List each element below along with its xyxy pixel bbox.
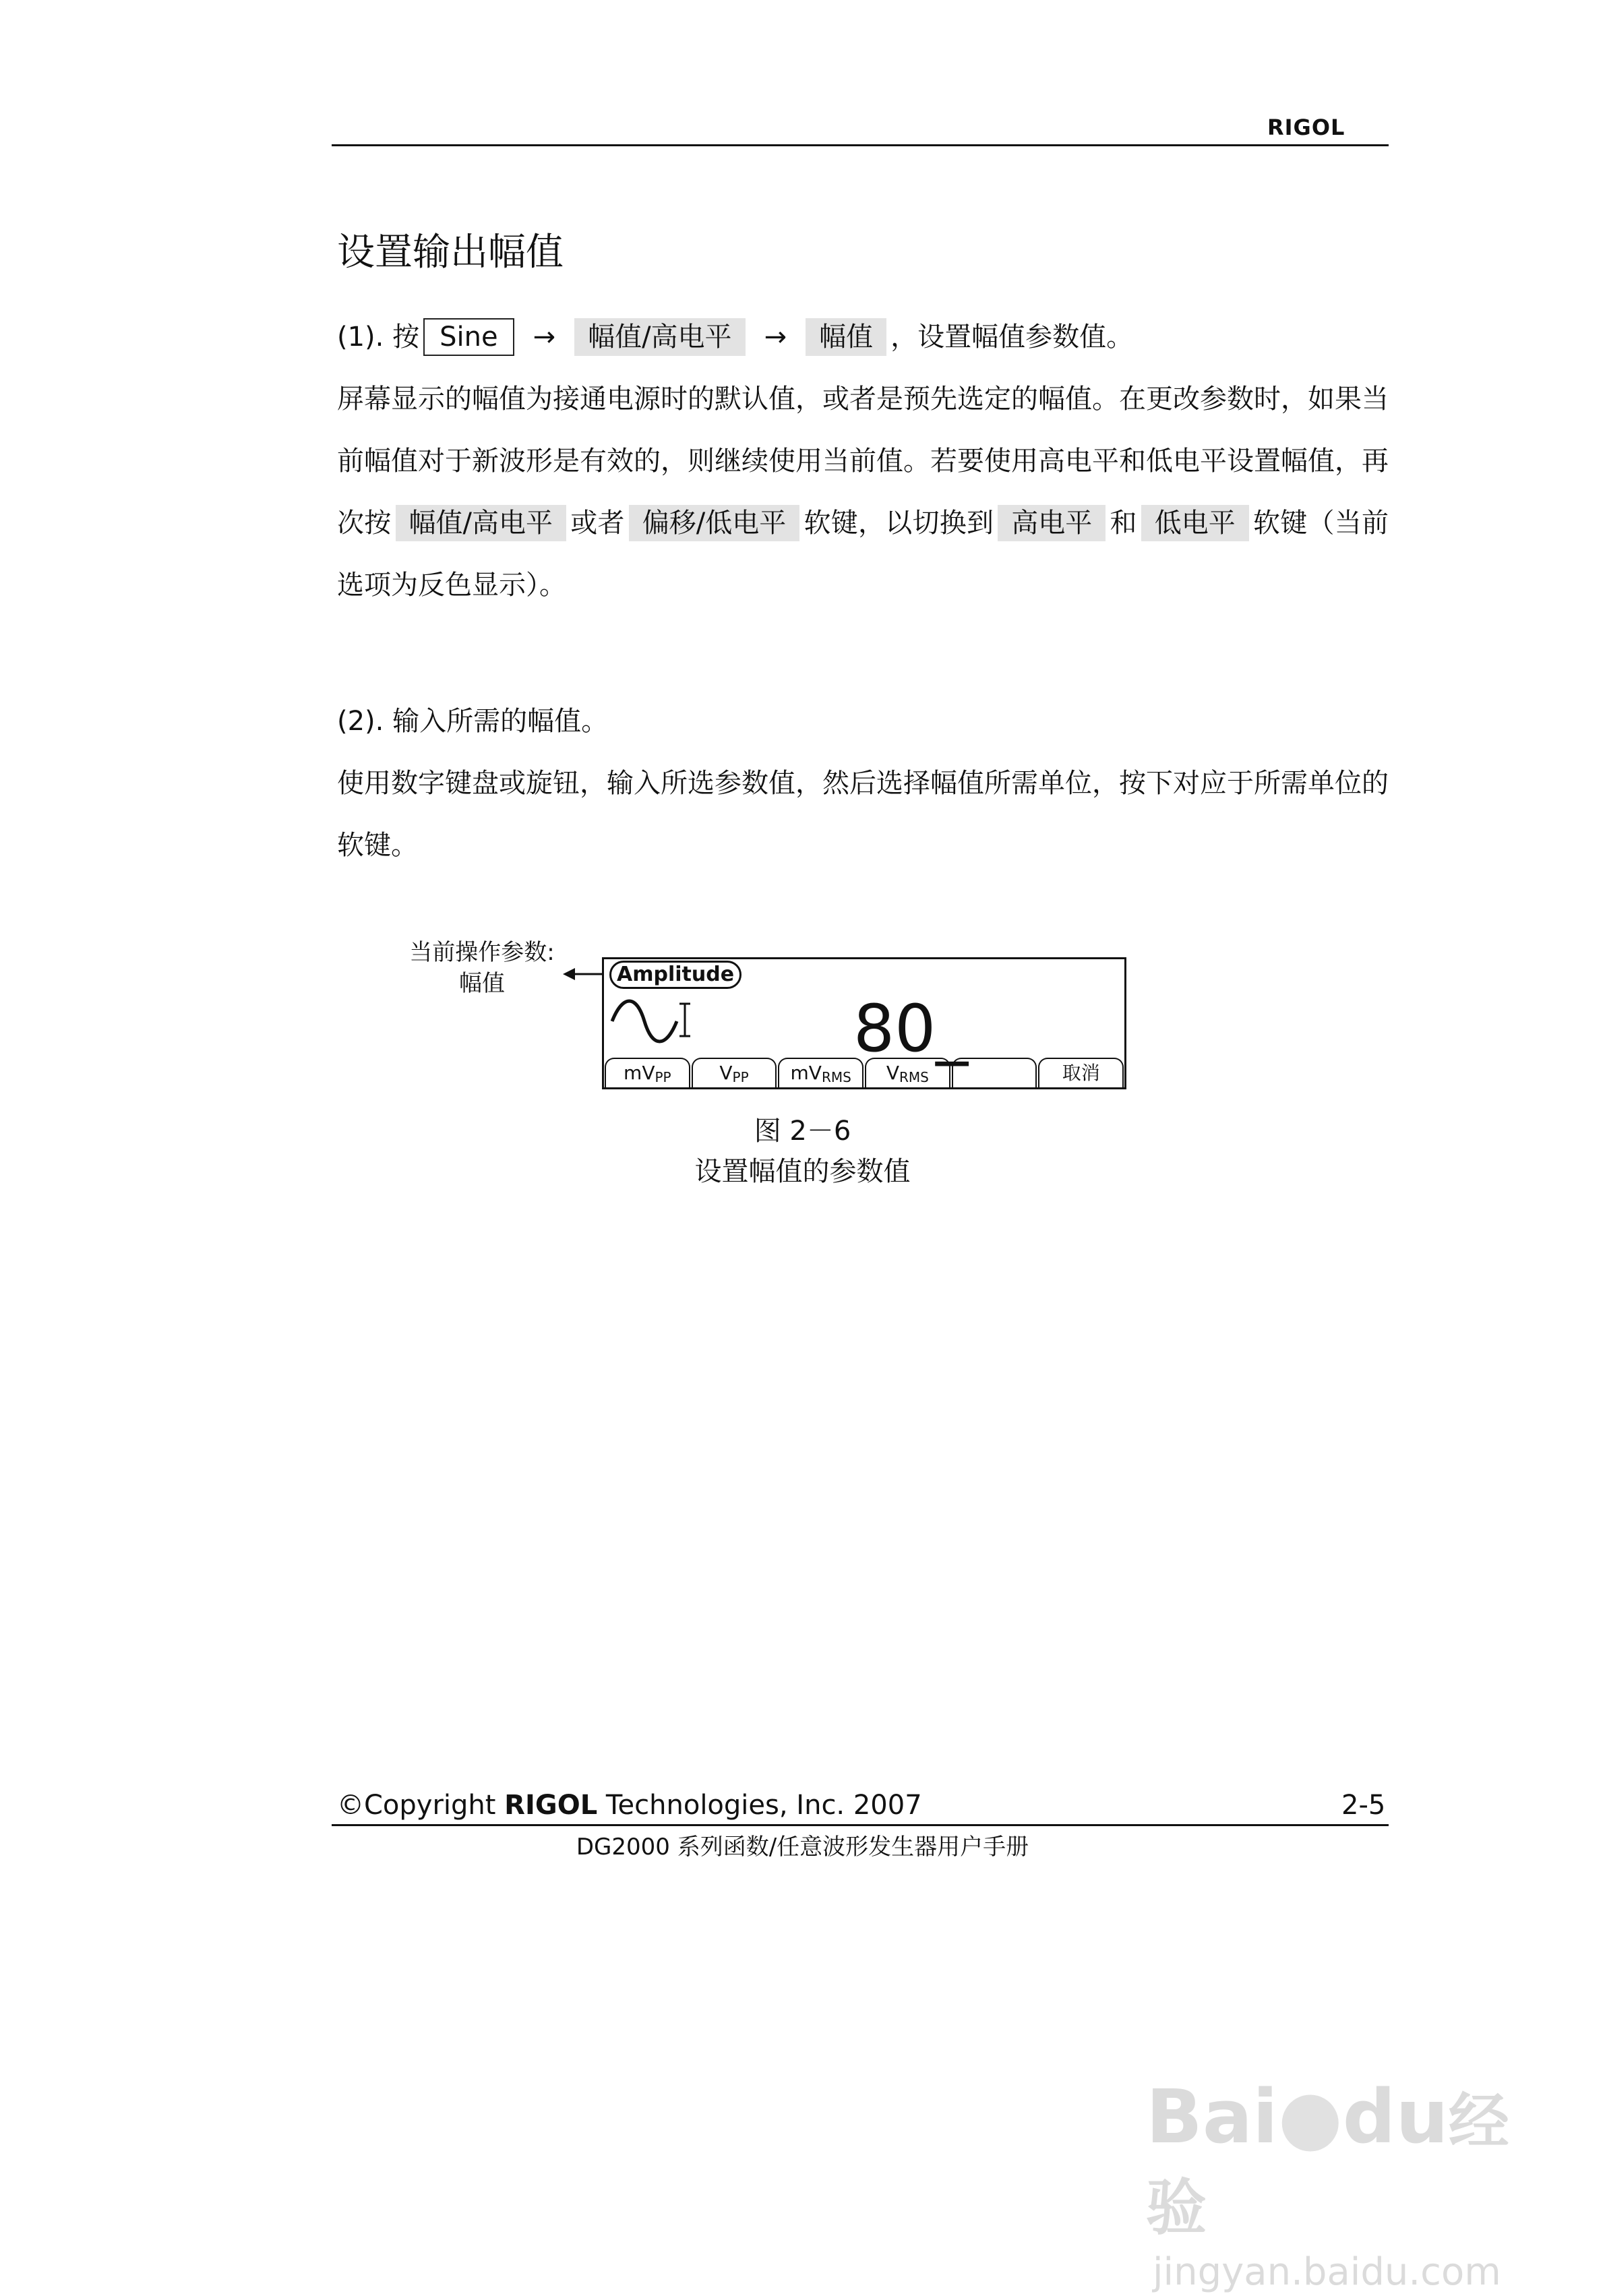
softkey-offset-low-inline[interactable]: 偏移/低电平 — [629, 505, 799, 541]
footer-brand: RIGOL — [504, 1790, 598, 1821]
softkey-amp-high[interactable]: 幅值/高电平 — [574, 318, 745, 356]
step1-line — [337, 317, 1133, 357]
paw-icon: ● — [1277, 2074, 1343, 2160]
figure-number: 图 2－6 — [754, 1116, 851, 1147]
figure-callout — [398, 937, 566, 999]
softkey-vpp[interactable]: $V_{PP}$ — [692, 1058, 777, 1087]
para1-text-d: 和 — [1110, 508, 1137, 539]
callout-line-2: 幅值 — [459, 970, 505, 997]
para1-text-a: 屏幕显示的幅值为接通电源时的默认值，或者是预先选定的幅值。在更改参数时，如果当前幅值对于新波形是有效的，则继续使用当前值。若要使用高电平和低电平设置幅值，再次按 — [337, 384, 1389, 539]
footer-company: Technologies, Inc. 2007 — [605, 1790, 922, 1821]
sine-key[interactable]: Sine — [423, 318, 514, 356]
section-title: 设置输出幅值 — [337, 231, 564, 274]
figure-caption: 设置幅值的参数值 — [694, 1156, 911, 1187]
callout-line-1: 当前操作参数: — [409, 939, 555, 966]
softkey-low-level[interactable]: 低电平 — [1141, 505, 1249, 541]
softkey-amp[interactable]: 幅值 — [806, 318, 886, 356]
footer-copyright — [337, 1790, 922, 1821]
page-number: 2-5 — [1341, 1790, 1386, 1821]
step1-suffix: ，设置幅值参数值。 — [890, 322, 1134, 353]
softkey-bar — [604, 1058, 1124, 1087]
para1-text-c: 软键，以切换到 — [804, 508, 994, 539]
header-brand: RIGOL — [1267, 115, 1345, 140]
amplitude-param-label: Amplitude — [609, 961, 741, 989]
softkey-cancel[interactable]: 取消 — [1038, 1058, 1124, 1087]
softkey-empty[interactable] — [952, 1058, 1037, 1087]
arrow-right-icon: → — [533, 322, 556, 353]
step1-prefix: (1). 按 — [337, 322, 420, 353]
copyright-symbol-text: ©Copyright — [337, 1790, 496, 1821]
para1-text-b: 或者 — [570, 508, 625, 539]
arrow-right-icon: → — [764, 322, 787, 353]
baidu-watermark — [1146, 2074, 1523, 2294]
softkey-mvpp[interactable]: $mV_{PP}$ — [605, 1058, 690, 1087]
watermark-bai: Bai — [1146, 2074, 1278, 2160]
header-rule — [332, 144, 1389, 146]
softkey-mvrms[interactable]: $mV_{RMS}$ — [778, 1058, 864, 1087]
softkey-high-level[interactable]: 高电平 — [998, 505, 1106, 541]
sine-wave-icon — [609, 994, 690, 1048]
softkey-amp-high-inline[interactable]: 幅值/高电平 — [396, 505, 566, 541]
amplitude-value: 80_ — [853, 991, 969, 1066]
step2-line: (2). 输入所需的幅值。 — [337, 706, 609, 737]
watermark-du: du — [1342, 2074, 1449, 2160]
watermark-jingyan: 经验 — [1146, 2086, 1509, 2243]
manual-title: DG2000 系列函数/任意波形发生器用户手册 — [576, 1834, 1029, 1861]
para1-text-e: 软键（当前选项为反色显示）。 — [337, 508, 1389, 601]
softkey-vrms[interactable]: $V_{RMS}$ — [865, 1058, 950, 1087]
footer-rule — [332, 1824, 1389, 1826]
instrument-screen — [602, 957, 1126, 1089]
paragraph-1 — [337, 368, 1389, 616]
paragraph-2: 使用数字键盘或旋钮，输入所选参数值，然后选择幅值所需单位，按下对应于所需单位的软键。 — [337, 768, 1389, 861]
watermark-url: jingyan.baidu.com — [1153, 2250, 1501, 2294]
